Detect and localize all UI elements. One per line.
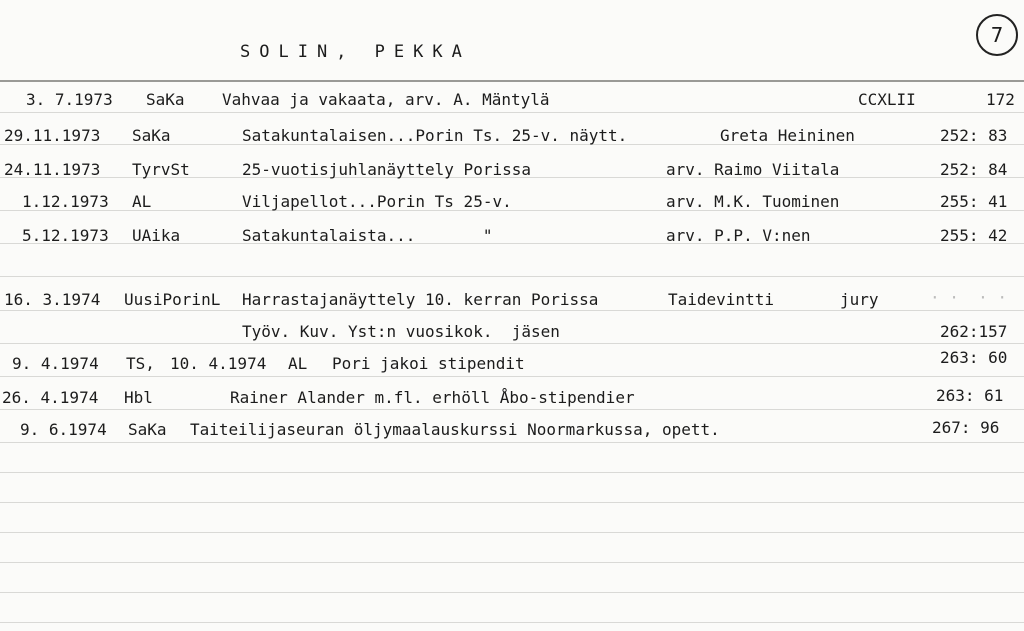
entry-page: 255: 41 bbox=[940, 192, 1008, 211]
entry-source: AL bbox=[132, 192, 152, 211]
entry-page: 262:157 bbox=[940, 322, 1008, 341]
entry-title: Vahvaa ja vakaata, arv. A. Mäntylä bbox=[222, 90, 550, 109]
entry-title: Taiteilijaseuran öljymaalauskurssi Noormarkussa, opett. bbox=[190, 420, 720, 439]
ruled-line bbox=[0, 562, 1024, 563]
ruled-line bbox=[0, 442, 1024, 443]
entry-title: Rainer Alander m.fl. erhöll Åbo-stipendier bbox=[230, 388, 635, 407]
entry-page: 263: 61 bbox=[936, 386, 1004, 405]
entry-date: 9. 6.1974 bbox=[20, 420, 107, 439]
entry-title: Satakuntalaisen...Porin Ts. 25-v. näytt. bbox=[242, 126, 628, 145]
entry-source: SaKa bbox=[132, 126, 171, 145]
ruled-line bbox=[0, 592, 1024, 593]
entry-date: 9. 4.1974 bbox=[12, 354, 99, 373]
entry-source: SaKa bbox=[146, 90, 185, 109]
entry-critic: arv. M.K. Tuominen bbox=[666, 192, 840, 211]
entry-critic: arv. P.P. V:nen bbox=[666, 226, 811, 245]
circled-number-mark: 7 bbox=[976, 14, 1018, 56]
entry-date: 24.11.1973 bbox=[4, 160, 101, 179]
entry-title: Viljapellot...Porin Ts 25-v. bbox=[242, 192, 512, 211]
entry-source: SaKa bbox=[128, 420, 167, 439]
entry-volume: CCXLII bbox=[858, 90, 916, 109]
entry-note: jury bbox=[840, 290, 879, 309]
entry-page: 267: 96 bbox=[932, 418, 1000, 437]
entry-source: UAika bbox=[132, 226, 181, 245]
entry-date: 29.11.1973 bbox=[4, 126, 101, 145]
entry-page: 252: 84 bbox=[940, 160, 1008, 179]
entry-source: Hbl bbox=[124, 388, 153, 407]
entry-date: 26. 4.1974 bbox=[2, 388, 99, 407]
ruled-line bbox=[0, 310, 1024, 311]
entry-date: 16. 3.1974 bbox=[4, 290, 101, 309]
entry-title: Työv. Kuv. Yst:n vuosikok. jäsen bbox=[242, 322, 560, 341]
ruled-line bbox=[0, 409, 1024, 410]
ruled-line bbox=[0, 502, 1024, 503]
entry-critic: Greta Heininen bbox=[720, 126, 855, 145]
entry-source: TS, bbox=[126, 354, 155, 373]
ruled-line bbox=[0, 112, 1024, 113]
ruled-line bbox=[0, 472, 1024, 473]
ruled-line bbox=[0, 622, 1024, 623]
entry-critic: Taidevintti bbox=[668, 290, 774, 309]
entry-title: 25-vuotisjuhlanäyttely Porissa bbox=[242, 160, 531, 179]
entry-page: 255: 42 bbox=[940, 226, 1008, 245]
faded-ink-mark: · · · · bbox=[930, 288, 1008, 307]
entry-date: 5.12.1973 bbox=[22, 226, 109, 245]
entry-date: 3. 7.1973 bbox=[26, 90, 113, 109]
entry-date-secondary: 10. 4.1974 bbox=[170, 354, 267, 373]
entry-title: Harrastajanäyttely 10. kerran Porissa bbox=[242, 290, 599, 309]
ruled-line bbox=[0, 376, 1024, 377]
ruled-line bbox=[0, 276, 1024, 277]
entry-critic: arv. Raimo Viitala bbox=[666, 160, 840, 179]
entry-page: 263: 60 bbox=[940, 348, 1008, 367]
entry-page: 252: 83 bbox=[940, 126, 1008, 145]
entry-page: 172 bbox=[986, 90, 1015, 109]
ruled-line bbox=[0, 210, 1024, 211]
entry-source: TyrvSt bbox=[132, 160, 190, 179]
entry-source: UusiPorinL bbox=[124, 290, 221, 309]
card-title: SOLIN, PEKKA bbox=[240, 42, 471, 62]
entry-title: Satakuntalaista... " bbox=[242, 226, 493, 245]
ruled-line bbox=[0, 343, 1024, 344]
entry-source-secondary: AL bbox=[288, 354, 308, 373]
header-rule bbox=[0, 80, 1024, 82]
ruled-line bbox=[0, 532, 1024, 533]
entry-title: Pori jakoi stipendit bbox=[332, 354, 525, 373]
entry-date: 1.12.1973 bbox=[22, 192, 109, 211]
